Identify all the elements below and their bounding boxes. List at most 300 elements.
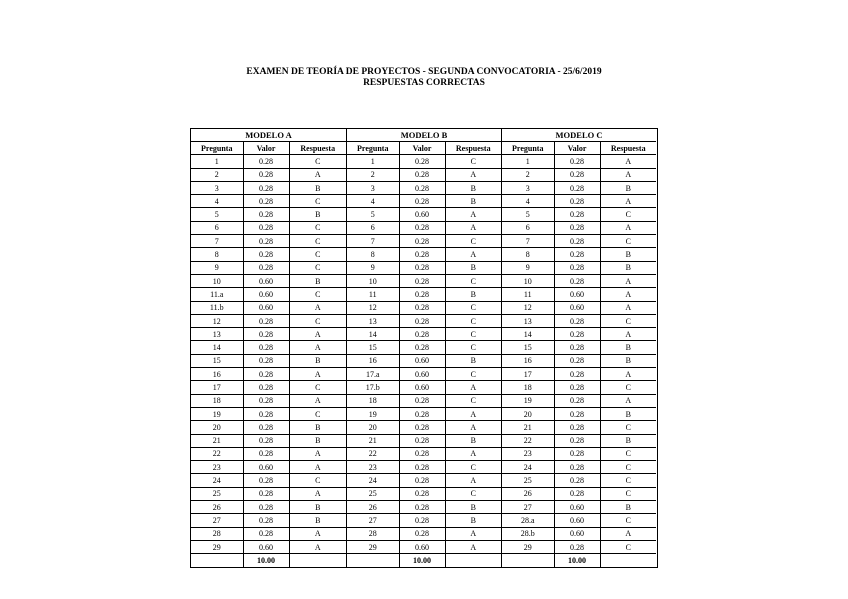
- answer-cell: C: [289, 474, 346, 487]
- value-cell: 0.28: [399, 447, 445, 460]
- table-row: [502, 421, 656, 434]
- value-cell: 0.60: [399, 381, 445, 394]
- answer-cell: C: [600, 421, 656, 434]
- question-cell: 14: [347, 328, 399, 341]
- answer-cell: B: [600, 407, 656, 420]
- value-cell: 0.28: [243, 168, 289, 181]
- question-cell: 18: [347, 394, 399, 407]
- question-cell: 27: [502, 501, 554, 514]
- value-cell: 0.28: [554, 181, 600, 194]
- answer-cell: C: [445, 301, 501, 314]
- column-header-pregunta: Pregunta: [191, 142, 243, 155]
- question-cell: 28: [191, 527, 243, 540]
- value-cell: 0.28: [399, 288, 445, 301]
- value-cell: 0.28: [243, 261, 289, 274]
- table-row: [191, 381, 346, 394]
- question-cell: 25: [347, 487, 399, 500]
- question-cell: 25: [502, 474, 554, 487]
- answer-cell: B: [600, 434, 656, 447]
- answer-cell: A: [289, 487, 346, 500]
- value-cell: 0.28: [243, 501, 289, 514]
- question-cell: 8: [347, 248, 399, 261]
- value-cell: 0.60: [243, 288, 289, 301]
- value-cell: 0.28: [243, 328, 289, 341]
- column-header-valor: Valor: [554, 142, 600, 155]
- answer-cell: A: [289, 341, 346, 354]
- table-row: [502, 474, 656, 487]
- question-cell: 29: [347, 540, 399, 553]
- question-cell: 23: [502, 447, 554, 460]
- total-value: 10.00: [554, 554, 600, 567]
- answer-cell: A: [289, 394, 346, 407]
- question-cell: 20: [347, 421, 399, 434]
- column-header-valor: Valor: [243, 142, 289, 155]
- value-cell: 0.28: [554, 274, 600, 287]
- value-cell: 0.28: [554, 461, 600, 474]
- question-cell: 1: [191, 155, 243, 168]
- answers-sheet: [190, 128, 658, 568]
- value-cell: 0.60: [243, 301, 289, 314]
- model-c-section: [501, 129, 656, 567]
- value-cell: 0.28: [243, 407, 289, 420]
- table-row: [502, 368, 656, 381]
- question-cell: 17.a: [347, 368, 399, 381]
- total-value: 10.00: [399, 554, 445, 567]
- answer-cell: A: [600, 301, 656, 314]
- answer-cell: A: [445, 447, 501, 460]
- answer-cell: B: [600, 261, 656, 274]
- answer-cell: C: [600, 474, 656, 487]
- table-row: [502, 354, 656, 367]
- question-cell: 3: [502, 181, 554, 194]
- answer-cell: C: [600, 461, 656, 474]
- value-cell: 0.28: [243, 487, 289, 500]
- answer-cell: B: [445, 181, 501, 194]
- value-cell: 0.60: [243, 461, 289, 474]
- answer-cell: B: [600, 341, 656, 354]
- column-header-respuesta: Respuesta: [445, 142, 501, 155]
- answer-cell: C: [445, 155, 501, 168]
- value-cell: 0.28: [399, 301, 445, 314]
- table-row: [191, 461, 346, 474]
- answer-cell: C: [445, 328, 501, 341]
- table-row: [191, 328, 346, 341]
- question-cell: 26: [191, 501, 243, 514]
- value-cell: 0.28: [399, 168, 445, 181]
- table-row: [347, 487, 501, 500]
- table-row: [191, 168, 346, 181]
- answer-cell: B: [445, 288, 501, 301]
- answer-cell: C: [445, 487, 501, 500]
- value-cell: 0.60: [554, 501, 600, 514]
- table-row: [502, 407, 656, 420]
- document-title: EXAMEN DE TEORÍA DE PROYECTOS - SEGUNDA CONVOCATORIA - 25/6/2019: [246, 67, 602, 77]
- question-cell: 15: [191, 354, 243, 367]
- answer-cell: C: [600, 208, 656, 221]
- table-row: [191, 368, 346, 381]
- answer-cell: B: [289, 208, 346, 221]
- answer-cell: C: [289, 195, 346, 208]
- model-header: MODELO A: [191, 129, 346, 142]
- question-cell: 27: [191, 514, 243, 527]
- question-cell: 9: [191, 261, 243, 274]
- table-row: [191, 195, 346, 208]
- models-container: [191, 129, 657, 567]
- question-cell: 2: [191, 168, 243, 181]
- question-cell: 10: [347, 274, 399, 287]
- question-cell: 28.a: [502, 514, 554, 527]
- table-row: [347, 274, 501, 287]
- column-header-pregunta: Pregunta: [502, 142, 554, 155]
- question-cell: 1: [347, 155, 399, 168]
- value-cell: 0.28: [243, 314, 289, 327]
- value-cell: 0.28: [399, 274, 445, 287]
- question-cell: 23: [347, 461, 399, 474]
- value-cell: 0.28: [243, 181, 289, 194]
- value-cell: 0.28: [554, 221, 600, 234]
- answer-cell: C: [289, 235, 346, 248]
- value-cell: 0.28: [554, 195, 600, 208]
- table-row: [191, 155, 346, 168]
- value-cell: 0.28: [243, 235, 289, 248]
- table-row: [347, 301, 501, 314]
- value-cell: 0.28: [399, 341, 445, 354]
- table-row: [502, 461, 656, 474]
- value-cell: 0.60: [554, 527, 600, 540]
- table-row: [502, 434, 656, 447]
- question-cell: 21: [347, 434, 399, 447]
- value-cell: 0.28: [554, 421, 600, 434]
- value-cell: 0.28: [554, 328, 600, 341]
- answer-cell: A: [445, 527, 501, 540]
- total-blank-cell: [347, 554, 399, 567]
- value-cell: 0.28: [554, 354, 600, 367]
- question-cell: 3: [347, 181, 399, 194]
- column-header-valor: Valor: [399, 142, 445, 155]
- question-cell: 1: [502, 155, 554, 168]
- table-row: [502, 274, 656, 287]
- table-row: [502, 328, 656, 341]
- value-cell: 0.60: [399, 354, 445, 367]
- question-cell: 20: [502, 407, 554, 420]
- total-blank-cell: [600, 554, 656, 567]
- answer-cell: A: [445, 540, 501, 553]
- value-cell: 0.28: [399, 314, 445, 327]
- answer-cell: B: [289, 354, 346, 367]
- table-row: [502, 168, 656, 181]
- answer-cell: A: [600, 274, 656, 287]
- question-cell: 28.b: [502, 527, 554, 540]
- table-row: [347, 221, 501, 234]
- value-cell: 0.28: [399, 487, 445, 500]
- table-row: [191, 407, 346, 420]
- answer-cell: C: [289, 407, 346, 420]
- answer-cell: B: [445, 354, 501, 367]
- answer-cell: B: [600, 354, 656, 367]
- question-cell: 15: [347, 341, 399, 354]
- total-row: [191, 554, 346, 567]
- answer-cell: A: [445, 168, 501, 181]
- value-cell: 0.28: [399, 328, 445, 341]
- answer-cell: C: [445, 461, 501, 474]
- question-cell: 21: [191, 434, 243, 447]
- question-cell: 26: [502, 487, 554, 500]
- model-header: MODELO B: [347, 129, 501, 142]
- question-cell: 11: [347, 288, 399, 301]
- answer-cell: A: [289, 447, 346, 460]
- answer-cell: B: [289, 274, 346, 287]
- table-row: [502, 487, 656, 500]
- question-cell: 4: [191, 195, 243, 208]
- value-cell: 0.28: [554, 155, 600, 168]
- question-cell: 14: [191, 341, 243, 354]
- question-cell: 16: [191, 368, 243, 381]
- table-row: [347, 527, 501, 540]
- question-cell: 26: [347, 501, 399, 514]
- value-cell: 0.28: [399, 248, 445, 261]
- table-row: [347, 368, 501, 381]
- answer-cell: C: [600, 381, 656, 394]
- answer-cell: C: [600, 235, 656, 248]
- table-row: [347, 248, 501, 261]
- value-cell: 0.28: [399, 394, 445, 407]
- question-cell: 27: [347, 514, 399, 527]
- answer-cell: C: [600, 487, 656, 500]
- table-row: [502, 341, 656, 354]
- question-cell: 29: [191, 540, 243, 553]
- table-row: [347, 434, 501, 447]
- value-cell: 0.28: [243, 447, 289, 460]
- table-row: [502, 314, 656, 327]
- answers-table: [347, 142, 501, 567]
- table-row: [191, 514, 346, 527]
- table-row: [191, 540, 346, 553]
- value-cell: 0.28: [399, 527, 445, 540]
- answer-cell: C: [445, 235, 501, 248]
- table-row: [502, 208, 656, 221]
- answer-cell: A: [289, 168, 346, 181]
- answers-table: [502, 142, 656, 567]
- table-row: [502, 514, 656, 527]
- question-cell: 2: [347, 168, 399, 181]
- table-row: [502, 381, 656, 394]
- question-cell: 24: [191, 474, 243, 487]
- answers-table: [191, 142, 346, 567]
- table-row: [347, 208, 501, 221]
- total-blank-cell: [502, 554, 554, 567]
- value-cell: 0.28: [554, 341, 600, 354]
- question-cell: 18: [502, 381, 554, 394]
- table-row: [191, 235, 346, 248]
- question-cell: 11.b: [191, 301, 243, 314]
- question-cell: 17: [191, 381, 243, 394]
- value-cell: 0.28: [554, 540, 600, 553]
- value-cell: 0.28: [399, 221, 445, 234]
- column-header-pregunta: Pregunta: [347, 142, 399, 155]
- answer-cell: A: [600, 168, 656, 181]
- question-cell: 24: [347, 474, 399, 487]
- table-row: [191, 248, 346, 261]
- value-cell: 0.28: [554, 248, 600, 261]
- question-cell: 25: [191, 487, 243, 500]
- question-cell: 6: [191, 221, 243, 234]
- table-row: [347, 474, 501, 487]
- value-cell: 0.28: [554, 235, 600, 248]
- value-cell: 0.28: [399, 261, 445, 274]
- table-row: [347, 168, 501, 181]
- answer-cell: A: [600, 368, 656, 381]
- answer-cell: C: [289, 314, 346, 327]
- question-cell: 16: [502, 354, 554, 367]
- value-cell: 0.60: [243, 540, 289, 553]
- question-cell: 16: [347, 354, 399, 367]
- question-cell: 5: [191, 208, 243, 221]
- table-row: [191, 447, 346, 460]
- question-cell: 13: [502, 314, 554, 327]
- table-row: [347, 288, 501, 301]
- total-blank-cell: [445, 554, 501, 567]
- column-header-row: [347, 142, 501, 155]
- answer-cell: B: [445, 261, 501, 274]
- answer-cell: B: [445, 195, 501, 208]
- question-cell: 3: [191, 181, 243, 194]
- value-cell: 0.28: [243, 421, 289, 434]
- value-cell: 0.60: [554, 301, 600, 314]
- question-cell: 29: [502, 540, 554, 553]
- table-row: [191, 181, 346, 194]
- value-cell: 0.28: [399, 181, 445, 194]
- answer-cell: A: [445, 221, 501, 234]
- question-cell: 9: [347, 261, 399, 274]
- table-row: [347, 514, 501, 527]
- value-cell: 0.28: [243, 368, 289, 381]
- value-cell: 0.28: [399, 235, 445, 248]
- question-cell: 13: [191, 328, 243, 341]
- value-cell: 0.28: [243, 434, 289, 447]
- answer-cell: C: [289, 248, 346, 261]
- answer-cell: A: [445, 248, 501, 261]
- column-header-respuesta: Respuesta: [289, 142, 346, 155]
- total-blank-cell: [191, 554, 243, 567]
- table-row: [502, 235, 656, 248]
- table-row: [502, 248, 656, 261]
- value-cell: 0.28: [399, 421, 445, 434]
- answer-cell: C: [289, 155, 346, 168]
- question-cell: 6: [502, 221, 554, 234]
- question-cell: 5: [502, 208, 554, 221]
- value-cell: 0.28: [243, 341, 289, 354]
- answer-cell: B: [289, 514, 346, 527]
- value-cell: 0.28: [554, 487, 600, 500]
- value-cell: 0.28: [554, 208, 600, 221]
- table-row: [347, 195, 501, 208]
- answer-cell: A: [600, 394, 656, 407]
- value-cell: 0.28: [399, 501, 445, 514]
- question-cell: 17.b: [347, 381, 399, 394]
- answer-cell: C: [445, 368, 501, 381]
- question-cell: 10: [502, 274, 554, 287]
- total-row: [347, 554, 501, 567]
- table-row: [502, 447, 656, 460]
- answer-cell: C: [600, 447, 656, 460]
- table-row: [347, 407, 501, 420]
- table-row: [502, 527, 656, 540]
- table-row: [347, 181, 501, 194]
- table-row: [191, 274, 346, 287]
- table-row: [502, 181, 656, 194]
- table-row: [502, 221, 656, 234]
- question-cell: 20: [191, 421, 243, 434]
- question-cell: 18: [191, 394, 243, 407]
- table-row: [191, 394, 346, 407]
- answer-cell: A: [600, 328, 656, 341]
- question-cell: 22: [191, 447, 243, 460]
- table-row: [502, 155, 656, 168]
- answer-cell: C: [600, 540, 656, 553]
- table-row: [502, 301, 656, 314]
- value-cell: 0.28: [243, 474, 289, 487]
- table-row: [347, 235, 501, 248]
- column-header-respuesta: Respuesta: [600, 142, 656, 155]
- answer-cell: A: [600, 195, 656, 208]
- value-cell: 0.28: [554, 381, 600, 394]
- value-cell: 0.28: [554, 447, 600, 460]
- question-cell: 17: [502, 368, 554, 381]
- question-cell: 23: [191, 461, 243, 474]
- question-cell: 4: [502, 195, 554, 208]
- table-row: [502, 195, 656, 208]
- table-row: [502, 288, 656, 301]
- table-row: [502, 540, 656, 553]
- value-cell: 0.28: [399, 514, 445, 527]
- answer-cell: A: [600, 155, 656, 168]
- table-row: [347, 501, 501, 514]
- question-cell: 24: [502, 461, 554, 474]
- value-cell: 0.28: [243, 354, 289, 367]
- answer-cell: A: [600, 527, 656, 540]
- table-row: [191, 474, 346, 487]
- question-cell: 11.a: [191, 288, 243, 301]
- question-cell: 13: [347, 314, 399, 327]
- answer-cell: A: [600, 221, 656, 234]
- question-cell: 4: [347, 195, 399, 208]
- answer-cell: A: [289, 527, 346, 540]
- table-row: [191, 261, 346, 274]
- table-row: [191, 301, 346, 314]
- question-cell: 28: [347, 527, 399, 540]
- value-cell: 0.60: [399, 368, 445, 381]
- value-cell: 0.28: [243, 514, 289, 527]
- answer-cell: B: [289, 421, 346, 434]
- answer-cell: C: [445, 314, 501, 327]
- question-cell: 7: [347, 235, 399, 248]
- table-row: [347, 540, 501, 553]
- value-cell: 0.28: [554, 261, 600, 274]
- value-cell: 0.28: [399, 195, 445, 208]
- table-row: [191, 527, 346, 540]
- value-cell: 0.28: [554, 394, 600, 407]
- answer-cell: C: [289, 288, 346, 301]
- value-cell: 0.28: [243, 195, 289, 208]
- answer-cell: A: [600, 288, 656, 301]
- table-row: [191, 354, 346, 367]
- question-cell: 7: [191, 235, 243, 248]
- value-cell: 0.28: [243, 394, 289, 407]
- value-cell: 0.28: [243, 155, 289, 168]
- answer-cell: C: [289, 221, 346, 234]
- value-cell: 0.28: [554, 434, 600, 447]
- value-cell: 0.28: [243, 208, 289, 221]
